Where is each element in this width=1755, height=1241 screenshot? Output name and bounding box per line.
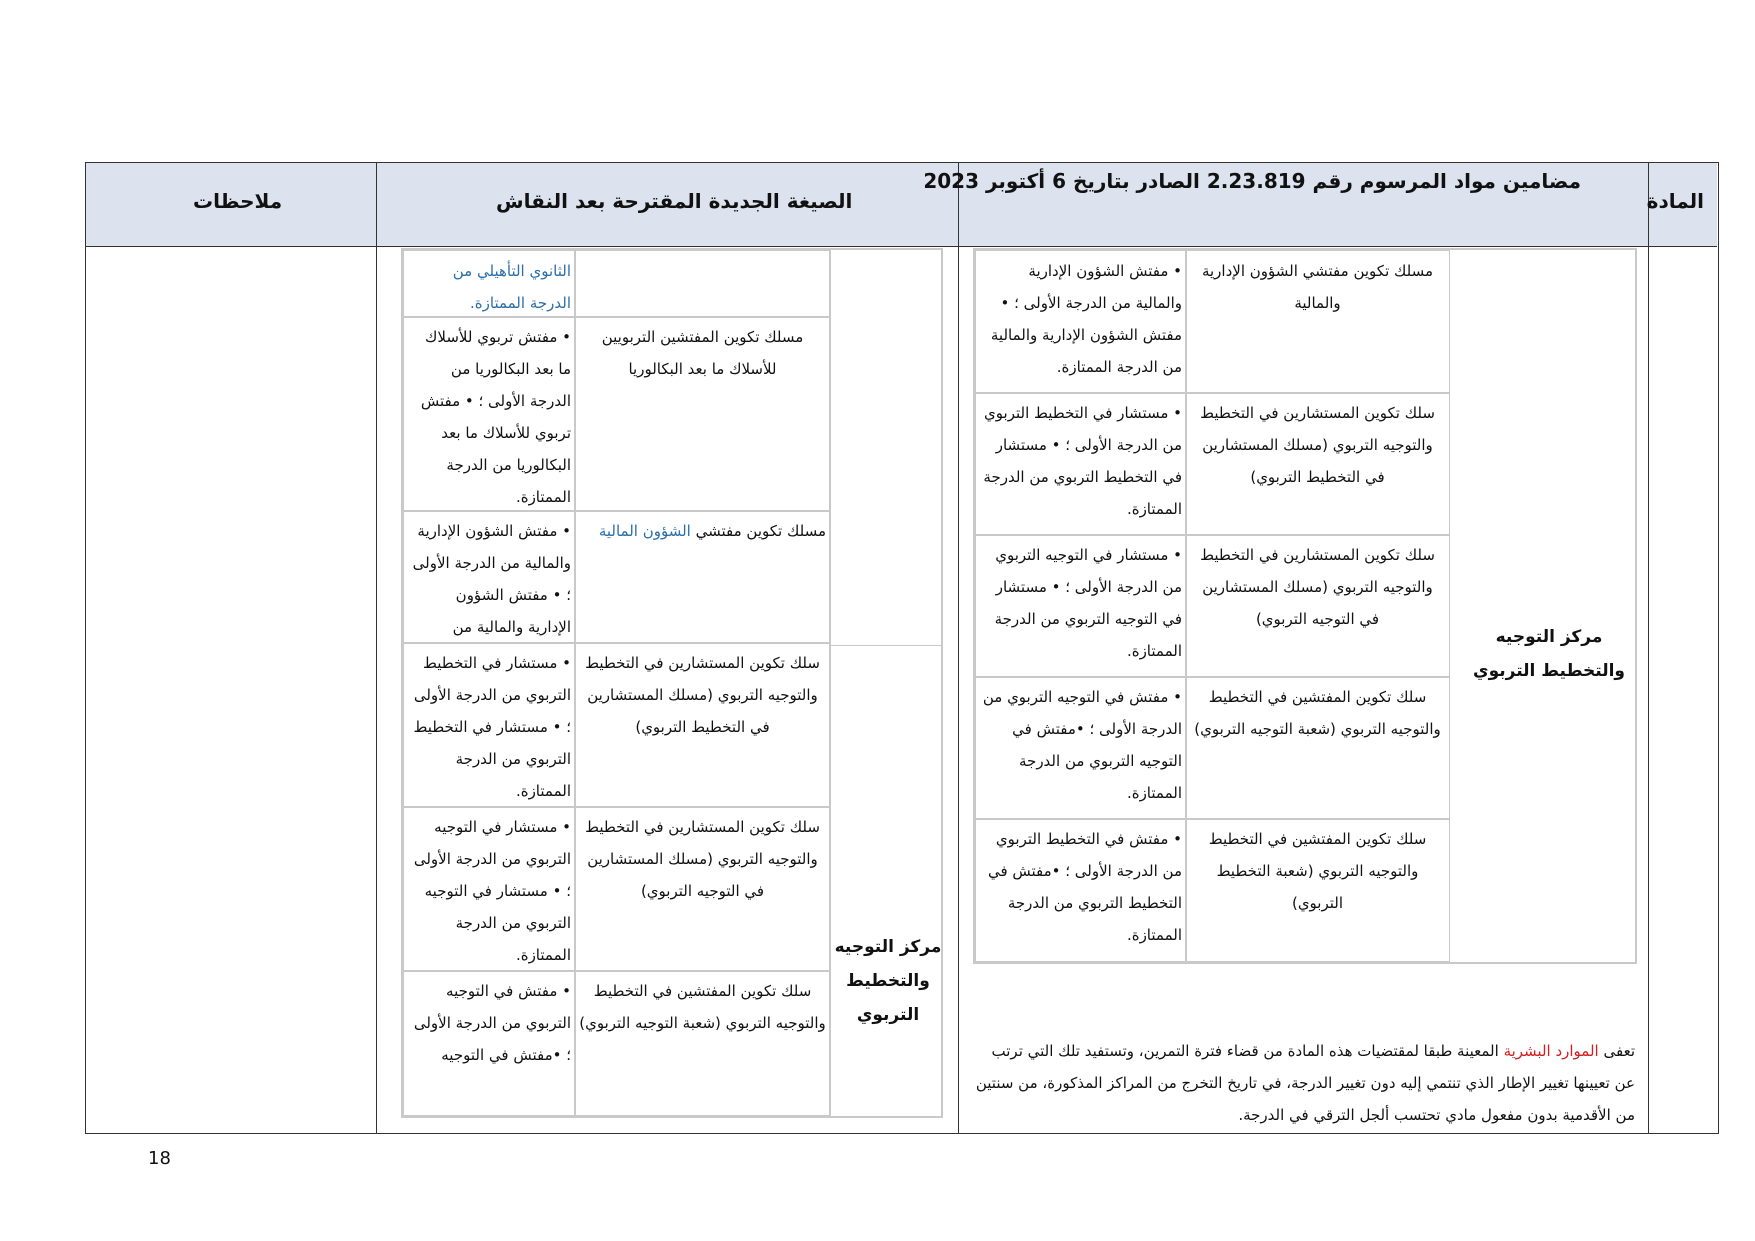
- proposed-grades-cell: • مفتش تربوي للأسلاك ما بعد البكالوريا من الدرجة الأولى ؛ • مفتش تربوي للأسلاك ما بعد البكالوريا من الدرجة الممتازة.: [403, 316, 576, 512]
- proposed-group-label: مركز التوجيه والتخطيط التربوي: [834, 937, 942, 1025]
- group-divider: [829, 645, 941, 646]
- track-prefix: مسلك تكوين مفتشي: [690, 522, 826, 540]
- proposed-track-cell: [574, 510, 831, 644]
- note-rest: المعينة طبقا لمقتضيات هذه المادة من قضاء فترة التمرين، وتستفيد تلك التي ترتب عن تعيينها تغيير الإطار الذي تنتمي إليه دون تغيير الدرجة، في تاريخ التخرج من المراكز المذكورة، من سنتين من الأقدمية بدون مفعول مادي تحتسب ألجل الترقي في الدرجة.: [975, 1042, 1635, 1124]
- decree-group-label: مركز التوجيه والتخطيط التربوي: [1473, 627, 1625, 681]
- column-divider: [958, 163, 959, 1133]
- decree-track-cell: سلك تكوين المفتشين في التخطيط والتوجيه التربوي (شعبة التوجيه التربوي): [1185, 676, 1450, 820]
- decree-grades-cell: • مستشار في التخطيط التربوي من الدرجة الأولى ؛ • مستشار في التخطيط التربوي من الدرجة الممتازة.: [975, 392, 1187, 536]
- header-article: المادة: [1646, 189, 1704, 213]
- decree-track-cell: سلك تكوين المستشارين في التخطيط والتوجيه التربوي (مسلك المستشارين في التخطيط التربوي): [1185, 392, 1450, 536]
- proposed-track-cell: سلك تكوين المستشارين في التخطيط والتوجيه التربوي (مسلك المستشارين في التوجيه التربوي): [574, 806, 831, 972]
- proposed-grades-cell: • مفتش الشؤون الإدارية والمالية من الدرجة الأولى ؛ • مفتش الشؤون الإدارية والمالية من: [403, 510, 576, 644]
- decree-grades-cell: • مفتش في التخطيط التربوي من الدرجة الأولى ؛ •مفتش في التخطيط التربوي من الدرجة الممتازة.: [975, 818, 1187, 962]
- proposed-continuation-cell: الثانوي التأهيلي من الدرجة الممتازة.: [403, 250, 576, 318]
- proposed-track-cell: مسلك تكوين المفتشين التربويين للأسلاك ما بعد البكالوريا: [574, 316, 831, 512]
- page-number: 18: [148, 1148, 171, 1169]
- decree-grades-cell: • مفتش في التوجيه التربوي من الدرجة الأولى ؛ •مفتش في التوجيه التربوي من الدرجة الممتازة.: [975, 676, 1187, 820]
- header-decree-contents: مضامين مواد المرسوم رقم 2.23.819 الصادر بتاريخ 6 أكتوبر 2023: [923, 169, 1581, 193]
- proposed-inner-table: [401, 248, 943, 1118]
- proposed-grades-cell: • مستشار في التوجيه التربوي من الدرجة الأولى ؛ • مستشار في التوجيه التربوي من الدرجة الممتازة.: [403, 806, 576, 972]
- decree-track-cell: سلك تكوين المستشارين في التخطيط والتوجيه التربوي (مسلك المستشارين في التوجيه التربوي): [1185, 534, 1450, 678]
- proposed-track-cell: سلك تكوين المستشارين في التخطيط والتوجيه التربوي (مسلك المستشارين في التخطيط التربوي): [574, 642, 831, 808]
- decree-grades-cell: • مفتش الشؤون الإدارية والمالية من الدرجة الأولى ؛ • مفتش الشؤون الإدارية والمالية من الدرجة الممتازة.: [975, 250, 1187, 394]
- column-divider: [376, 163, 377, 1133]
- comparison-table: [85, 162, 1719, 1134]
- proposed-grades-cell: • مفتش في التوجيه التربوي من الدرجة الأولى ؛ •مفتش في التوجيه: [403, 970, 576, 1116]
- decree-track-cell: سلك تكوين المفتشين في التخطيط والتوجيه التربوي (شعبة التخطيط التربوي): [1185, 818, 1450, 962]
- decree-grades-cell: • مستشار في التوجيه التربوي من الدرجة الأولى ؛ • مستشار في التوجيه التربوي من الدرجة الممتازة.: [975, 534, 1187, 678]
- header-proposed-wording: الصيغة الجديدة المقترحة بعد النقاش: [496, 189, 853, 213]
- proposed-track-cell: سلك تكوين المفتشين في التخطيط والتوجيه التربوي (شعبة التوجيه التربوي): [574, 970, 831, 1116]
- decree-note: [971, 1035, 1635, 1131]
- header-remarks: ملاحظات: [193, 189, 283, 213]
- proposed-empty-cell: [574, 250, 831, 318]
- track-highlight: الشؤون المالية: [598, 522, 691, 540]
- note-prefix: تعفى: [1598, 1042, 1635, 1060]
- proposed-grades-cell: • مستشار في التخطيط التربوي من الدرجة الأولى ؛ • مستشار في التخطيط التربوي من الدرجة الممتازة.: [403, 642, 576, 808]
- column-divider: [1648, 163, 1649, 1133]
- note-highlight: الموارد البشرية: [1503, 1042, 1599, 1060]
- decree-track-cell: مسلك تكوين مفتشي الشؤون الإدارية والمالية: [1185, 250, 1450, 394]
- decree-inner-table: [973, 248, 1637, 964]
